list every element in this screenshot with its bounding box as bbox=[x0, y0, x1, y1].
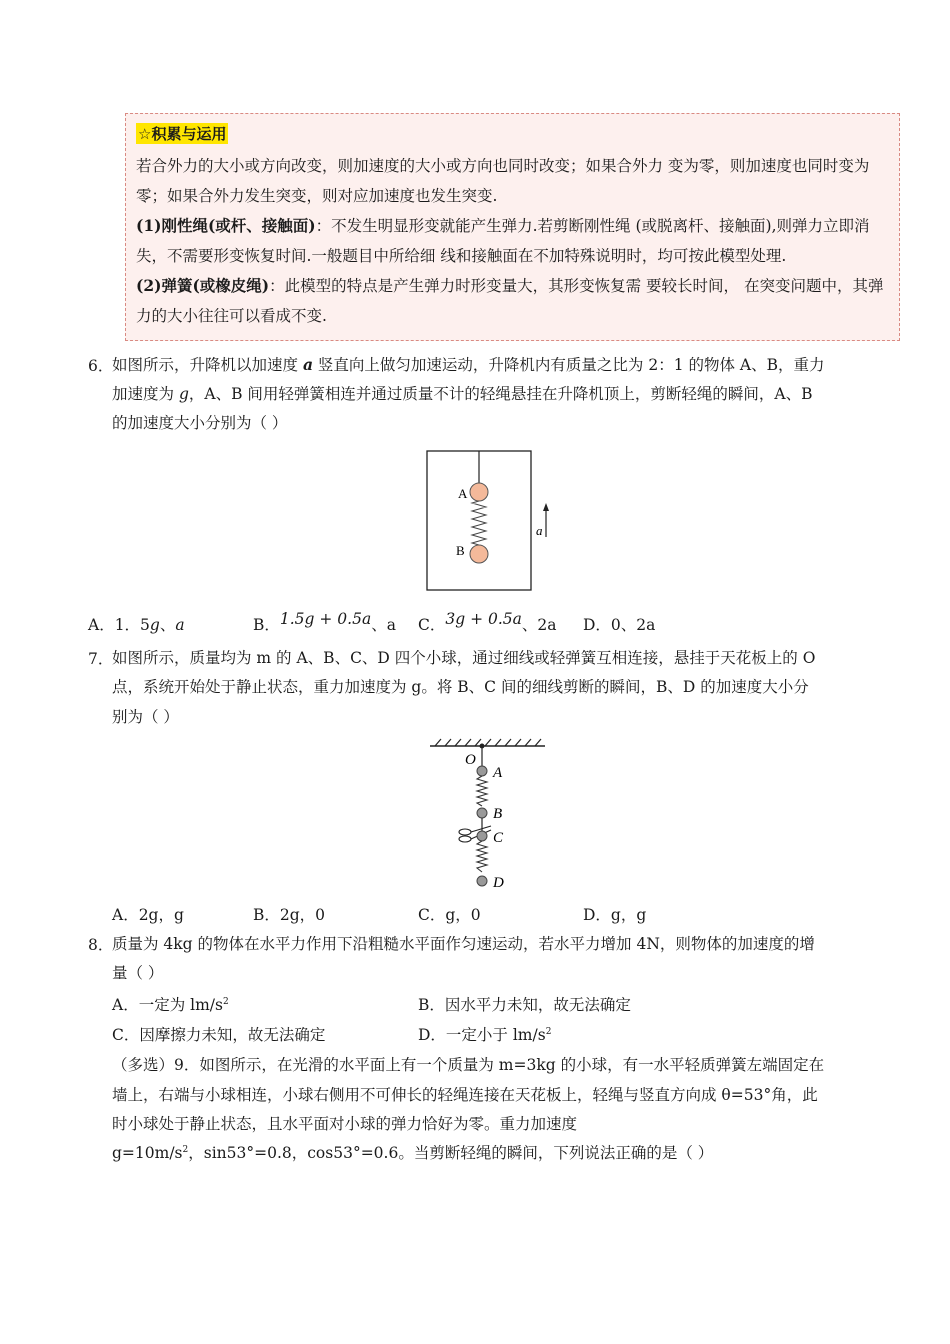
q8-option-c[interactable]: C．因摩擦力未知，故无法确定 bbox=[112, 1026, 326, 1044]
box-paragraph-1: 若合外力的大小或方向改变，则加速度的大小或方向也同时改变；如果合外力 变为零，则加速度也同时变为零；如果合外力发生突变，则对应加速度也发生突变. bbox=[136, 157, 870, 205]
box-p2-text: ：不发生明显形变就能产生弹力.若剪断刚性绳 (或脱离杆、接触面),则弹力立即消失，不需要形变恢复时间.一般题目中所给细 线和接触面在不加特殊说明时，均可按此模型处理. bbox=[136, 217, 870, 265]
q7-option-d[interactable]: D．g，g bbox=[583, 906, 647, 924]
q6-option-a[interactable]: A．1．5g、a bbox=[88, 616, 185, 634]
q9-line-2: 墙上，右端与小球相连，小球右侧用不可伸长的轻绳连接在天花板上，轻绳与竖直方向成 θ=53°角，此 bbox=[112, 1086, 818, 1104]
q6-l2b: ，A、B 间用轻弹簧相连并通过质量不计的轻绳悬挂在升降机顶上，剪断轻绳的瞬间，A、B bbox=[188, 385, 813, 403]
q6-option-d[interactable]: D．0、2a bbox=[583, 616, 656, 634]
q8-line-1: 质量为 4kg 的物体在水平力作用下沿粗糙水平面作匀速运动，若水平力增加 4N，则物体的加速度的增 bbox=[112, 935, 815, 953]
q6-option-c[interactable]: C．3g + 0.5a、2a bbox=[418, 610, 557, 634]
knowledge-box bbox=[125, 113, 900, 341]
box-p3-title: (2)弹簧(或橡皮绳) bbox=[136, 276, 270, 295]
ball-b bbox=[470, 545, 488, 563]
q6-l1a: 如图所示，升降机以加速度 bbox=[112, 356, 303, 374]
q6-l2a: 加速度为 bbox=[112, 385, 179, 403]
ball-a bbox=[477, 766, 487, 776]
box-paragraph-2 bbox=[136, 211, 891, 271]
ball-b bbox=[477, 808, 487, 818]
q7-line-1: 如图所示，质量均为 m 的 A、B、C、D 四个小球，通过细线或轻弹簧互相连接，悬挂于天花板上的 O bbox=[112, 649, 816, 667]
q8-line-2: 量（ ） bbox=[112, 964, 164, 982]
q7-option-c[interactable]: C．g，0 bbox=[418, 906, 481, 924]
q7-spring-figure bbox=[425, 736, 555, 894]
spring bbox=[472, 501, 486, 545]
q9-line-3: 时小球处于静止状态，且水平面对小球的弹力恰好为零。重力加速度 bbox=[112, 1115, 578, 1133]
label-d: D bbox=[493, 875, 504, 891]
q6-elevator-figure bbox=[420, 445, 543, 595]
label-a: A bbox=[458, 486, 468, 501]
q9-line-4: $g=10m/s^2$，sin53°=0.8，cos53°=0.6。当剪断轻绳的瞬间，下列说法正确的是（ ） bbox=[112, 1144, 714, 1162]
q7-line-2: 点，系统开始处于静止状态，重力加速度为 g。将 B、C 间的细线剪断的瞬间，B、D 的加速度大小分 bbox=[112, 678, 809, 696]
q7-option-a[interactable]: A．2g，g bbox=[112, 906, 184, 924]
spring-ab bbox=[477, 776, 487, 806]
box-heading: ☆积累与运用 bbox=[138, 125, 227, 143]
q6-var-a: a bbox=[302, 355, 313, 374]
label-b: B bbox=[456, 543, 465, 558]
q6-line-1 bbox=[112, 354, 825, 376]
q6-number: 6． bbox=[88, 357, 114, 375]
label-a: A bbox=[493, 765, 503, 781]
label-c: C bbox=[493, 830, 504, 846]
q7-number: 7． bbox=[88, 650, 114, 668]
box-paragraph-3 bbox=[136, 271, 891, 331]
label-o: O bbox=[465, 752, 476, 768]
q6-line-3: 的加速度大小分别为（ ） bbox=[112, 414, 288, 432]
label-accel: a bbox=[536, 523, 543, 538]
q8-option-d[interactable]: D．一定小于 $lm/s^2$ bbox=[418, 1026, 552, 1044]
label-b: B bbox=[493, 806, 503, 822]
q8-option-a[interactable]: A．一定为 $lm/s^2$ bbox=[112, 996, 229, 1014]
box-p2-title: (1)刚性绳(或杆、接触面) bbox=[136, 216, 316, 235]
q7-option-b[interactable]: B．2g，0 bbox=[253, 906, 326, 924]
ball-c bbox=[477, 831, 487, 841]
spring-cd bbox=[477, 841, 487, 872]
q6-option-b[interactable]: B．1.5g + 0.5a、a bbox=[253, 610, 396, 634]
ceiling-hatch bbox=[435, 739, 541, 746]
q6-var-g: g bbox=[178, 385, 189, 403]
box-p3-text: ：此模型的特点是产生弹力时形变量大，其形变恢复需 要较长时间， 在突变问题中，其弹力的大小往往可以看成不变. bbox=[136, 277, 884, 325]
q9-line-1: （多选）9．如图所示，在光滑的水平面上有一个质量为 m=3kg 的小球，有一水平轻质弹簧左端固定在 bbox=[112, 1056, 825, 1074]
q8-number: 8． bbox=[88, 936, 114, 954]
q8-option-b[interactable]: B．因水平力未知，故无法确定 bbox=[418, 996, 631, 1014]
q7-line-3: 别为（ ） bbox=[112, 708, 179, 726]
q6-line-2 bbox=[112, 383, 812, 405]
ball-d bbox=[477, 876, 487, 886]
ball-a bbox=[470, 483, 488, 501]
accel-arrowhead bbox=[543, 503, 549, 511]
q6-l1b: 竖直向上做匀加速运动，升降机内有质量之比为 2：1 的物体 A、B，重力 bbox=[312, 356, 825, 374]
